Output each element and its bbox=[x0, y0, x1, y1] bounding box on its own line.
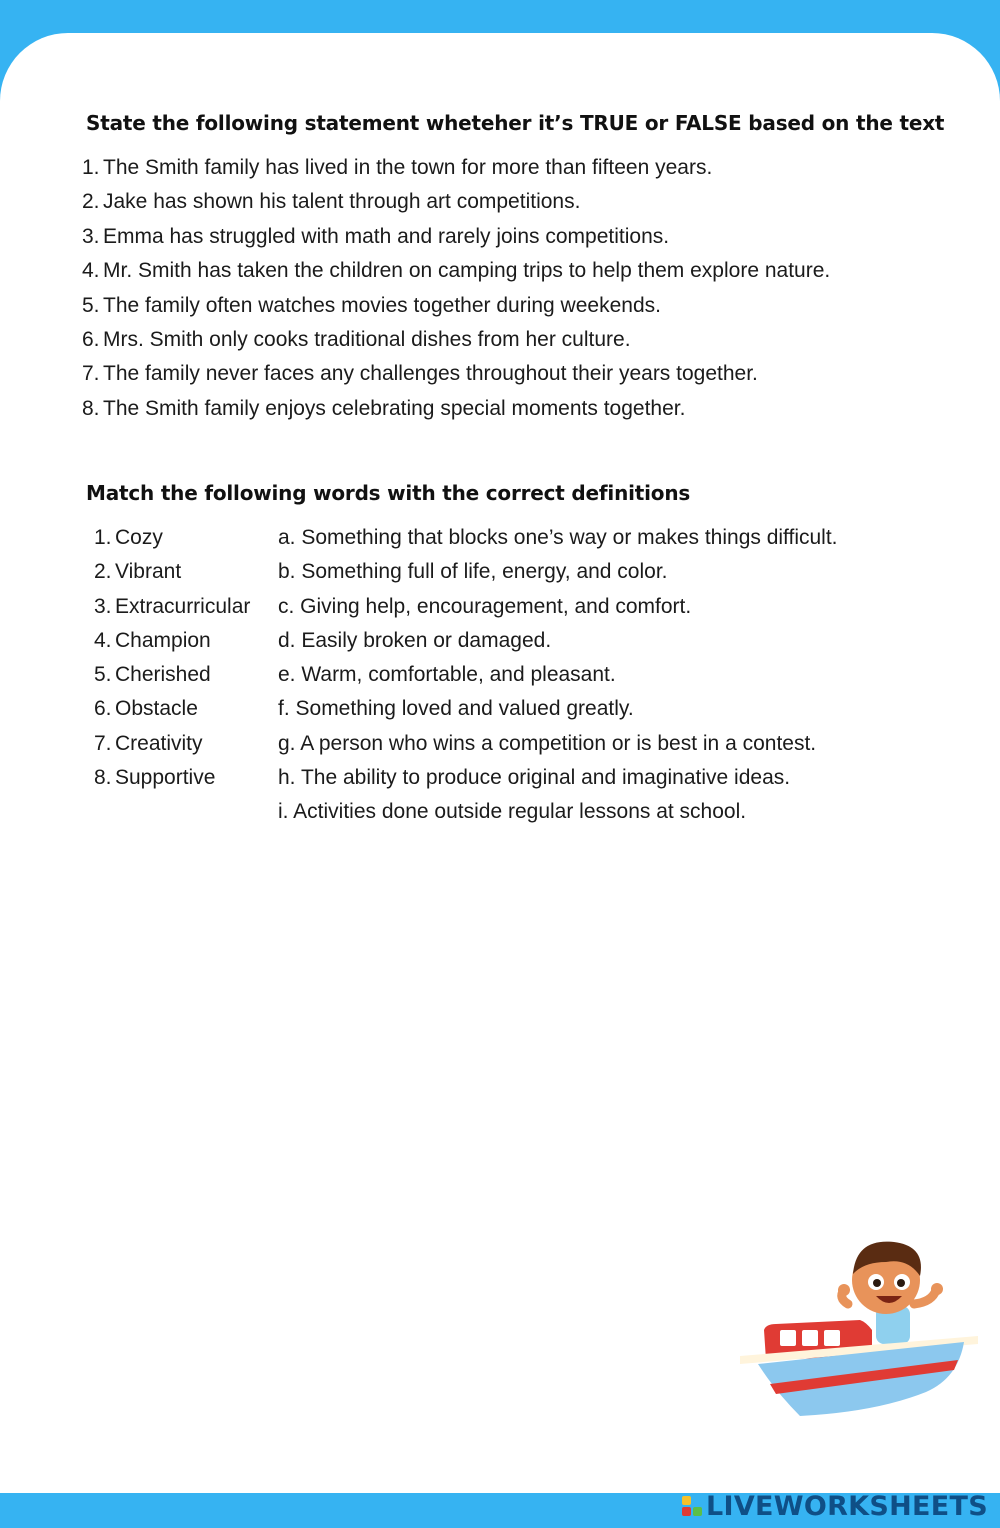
list-item bbox=[82, 289, 830, 323]
statement-text: Mr. Smith has taken the children on camping trips to help them explore nature. bbox=[103, 259, 831, 283]
list-item bbox=[94, 692, 250, 726]
logo-square bbox=[682, 1496, 691, 1505]
statement-text: The Smith family enjoys celebrating special moments together. bbox=[103, 396, 686, 420]
statement-text: Mrs. Smith only cooks traditional dishes from her culture. bbox=[103, 327, 631, 351]
item-number: 5. bbox=[82, 293, 100, 317]
item-number: 6. bbox=[94, 697, 112, 721]
list-item bbox=[94, 590, 250, 624]
word-text: Supportive bbox=[115, 766, 216, 790]
list-item bbox=[94, 624, 250, 658]
item-number: 3. bbox=[94, 594, 112, 618]
list-item bbox=[94, 727, 250, 761]
definition-item: g. A person who wins a competition or is best in a contest. bbox=[278, 731, 817, 755]
word-text: Champion bbox=[115, 628, 211, 652]
definition-item: c. Giving help, encouragement, and comfort. bbox=[278, 594, 692, 618]
word-text: Creativity bbox=[115, 731, 203, 755]
definition-item: d. Easily broken or damaged. bbox=[278, 628, 552, 652]
logo-square bbox=[693, 1507, 702, 1516]
item-number: 1. bbox=[82, 156, 100, 179]
definition-item: i. Activities done outside regular lessons at school. bbox=[278, 800, 747, 824]
boy-on-boat-illustration bbox=[736, 1232, 980, 1422]
item-number: 3. bbox=[82, 224, 100, 248]
word-text: Cozy bbox=[115, 526, 163, 549]
item-number: 8. bbox=[94, 766, 112, 790]
definition-item: f. Something loved and valued greatly. bbox=[278, 697, 634, 721]
word-text: Cherished bbox=[115, 663, 211, 687]
list-item bbox=[82, 357, 830, 391]
item-number: 8. bbox=[82, 396, 100, 420]
item-number: 1. bbox=[94, 526, 112, 549]
matching-definitions-list bbox=[278, 521, 838, 830]
definition-item: h. The ability to produce original and imaginative ideas. bbox=[278, 766, 791, 790]
matching-heading: Match the following words with the correct definitions bbox=[86, 481, 691, 505]
list-item bbox=[94, 658, 250, 692]
item-number: 4. bbox=[94, 628, 112, 652]
statement-text: Jake has shown his talent through art competitions. bbox=[103, 190, 581, 214]
true-false-list bbox=[82, 151, 830, 426]
statement-text: The family never faces any challenges throughout their years together. bbox=[103, 362, 758, 386]
true-false-heading: State the following statement wheteher it’s TRUE or FALSE based on the text bbox=[86, 111, 945, 135]
definition-item: b. Something full of life, energy, and color. bbox=[278, 560, 668, 584]
brand-logo-icon bbox=[682, 1496, 702, 1516]
item-number: 6. bbox=[82, 327, 100, 351]
item-number: 2. bbox=[82, 190, 100, 214]
definition-item: e. Warm, comfortable, and pleasant. bbox=[278, 663, 616, 687]
list-item bbox=[82, 254, 830, 288]
item-number: 7. bbox=[94, 731, 112, 755]
word-text: Extracurricular bbox=[115, 594, 251, 618]
word-text: Vibrant bbox=[115, 560, 182, 584]
item-number: 2. bbox=[94, 560, 112, 584]
list-item bbox=[94, 555, 250, 589]
logo-square bbox=[682, 1507, 691, 1516]
liveworksheets-brand bbox=[682, 1489, 988, 1523]
brand-text: LIVEWORKSHEETS bbox=[705, 1490, 988, 1522]
list-item bbox=[94, 521, 250, 555]
word-text: Obstacle bbox=[115, 697, 198, 721]
matching-words-list bbox=[94, 521, 250, 795]
boat bbox=[740, 1320, 978, 1416]
logo-square bbox=[693, 1496, 702, 1505]
definition-item: a. Something that blocks one’s way or makes things difficult. bbox=[278, 526, 838, 549]
item-number: 7. bbox=[82, 362, 100, 386]
list-item bbox=[82, 323, 830, 357]
statement-text: Emma has struggled with math and rarely joins competitions. bbox=[103, 224, 670, 248]
statement-text: The Smith family has lived in the town for more than fifteen years. bbox=[103, 156, 713, 179]
item-number: 4. bbox=[82, 259, 100, 283]
list-item bbox=[82, 151, 830, 185]
list-item bbox=[82, 220, 830, 254]
list-item bbox=[94, 761, 250, 795]
statement-text: The family often watches movies together during weekends. bbox=[103, 293, 661, 317]
list-item bbox=[82, 185, 830, 219]
item-number: 5. bbox=[94, 663, 112, 687]
list-item bbox=[82, 392, 830, 426]
